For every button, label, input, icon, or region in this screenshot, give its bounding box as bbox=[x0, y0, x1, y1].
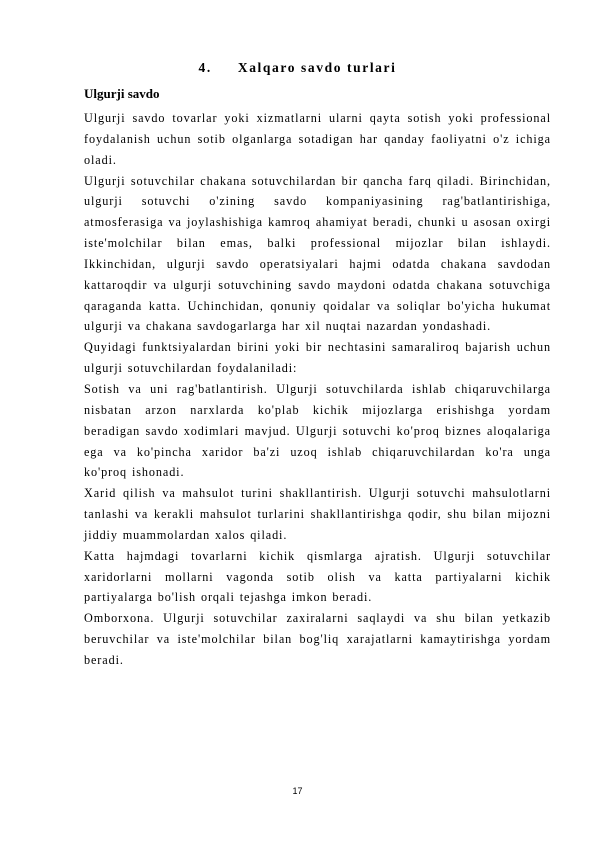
paragraph: Omborxona. Ulgurji sotuvchilar zaxiralarni saqlaydi va shu bilan yetkazib beruvchilar va iste'molchilar bilan bog'liq xarajatlarni kamaytirishga yordam beradi. bbox=[84, 611, 551, 667]
paragraph: Ulgurji savdo tovarlar yoki xizmatlarni ularni qayta sotish yoki professional foydalanish uchun sotib olganlarga sotadigan har qanday faoliyatni o'z ichiga oladi. bbox=[84, 111, 551, 167]
section-heading bbox=[0, 60, 595, 76]
paragraph: Sotish va uni rag'batlantirish. Ulgurji sotuvchilarda ishlab chiqaruvchilarga nisbatan arzon narxlarda ko'plab kichik mijozlarga erishishga yordam beradigan savdo xodimlari mavjud. Ulgurji sotuvchi ko'proq biznes aloqalariga ega va ko'pincha xaridor ba'zi uzoq ishlab chiqaruvchilardan ko'ra unga ko'proq ishonadi. bbox=[84, 381, 551, 480]
paragraph: Ulgurji sotuvchilar chakana sotuvchilardan bir qancha farq qiladi. Birinchidan, ulgurji sotuvchi o'zining savdo kompaniyasining rag'batlantirishiga, atmosferasiga va joylashishiga kamroq ahamiyat beradi, chunki u asosan oxirgi iste'molchilar bilan emas, balki professional mijozlar bilan ishlaydi. Ikkinchidan, ulgurji savdo operatsiyalari hajmi odatda chakana savdodan kattaroqdir va ulgurji sotuvchining savdo maydoni odatda chakana sotuvchiga qaraganda katta. Uchinchidan, qonuniy qoidalar va soliqlar bo'yicha hukumat ulgurji va chakana savdogarlarga har xil nuqtai nazardan yondashadi. bbox=[84, 173, 551, 334]
paragraph: Katta hajmdagi tovarlarni kichik qismlarga ajratish. Ulgurji sotuvchilar xaridorlarni mollarni vagonda sotib olish va katta partiyalarni kichik partiyalarga bo'lish orqali tejashga imkon beradi. bbox=[84, 548, 551, 605]
section-number: 4. bbox=[198, 60, 212, 75]
paragraph: Xarid qilish va mahsulot turini shakllantirish. Ulgurji sotuvchi mahsulotlarni tanlashi va kerakli mahsulot turlarini shakllantirishga qodir, shu bilan mijozni jiddiy muammolardan xalos qiladi. bbox=[84, 486, 551, 542]
page-number: 17 bbox=[292, 786, 303, 796]
body-text bbox=[84, 108, 551, 671]
subsection-heading: Ulgurji savdo bbox=[84, 86, 160, 101]
section-title: Xalqaro savdo turlari bbox=[237, 60, 397, 75]
paragraph: Quyidagi funktsiyalardan birini yoki bir nechtasini samaraliroq bajarish uchun ulgurji sotuvchilardan foydalaniladi: bbox=[84, 340, 551, 376]
